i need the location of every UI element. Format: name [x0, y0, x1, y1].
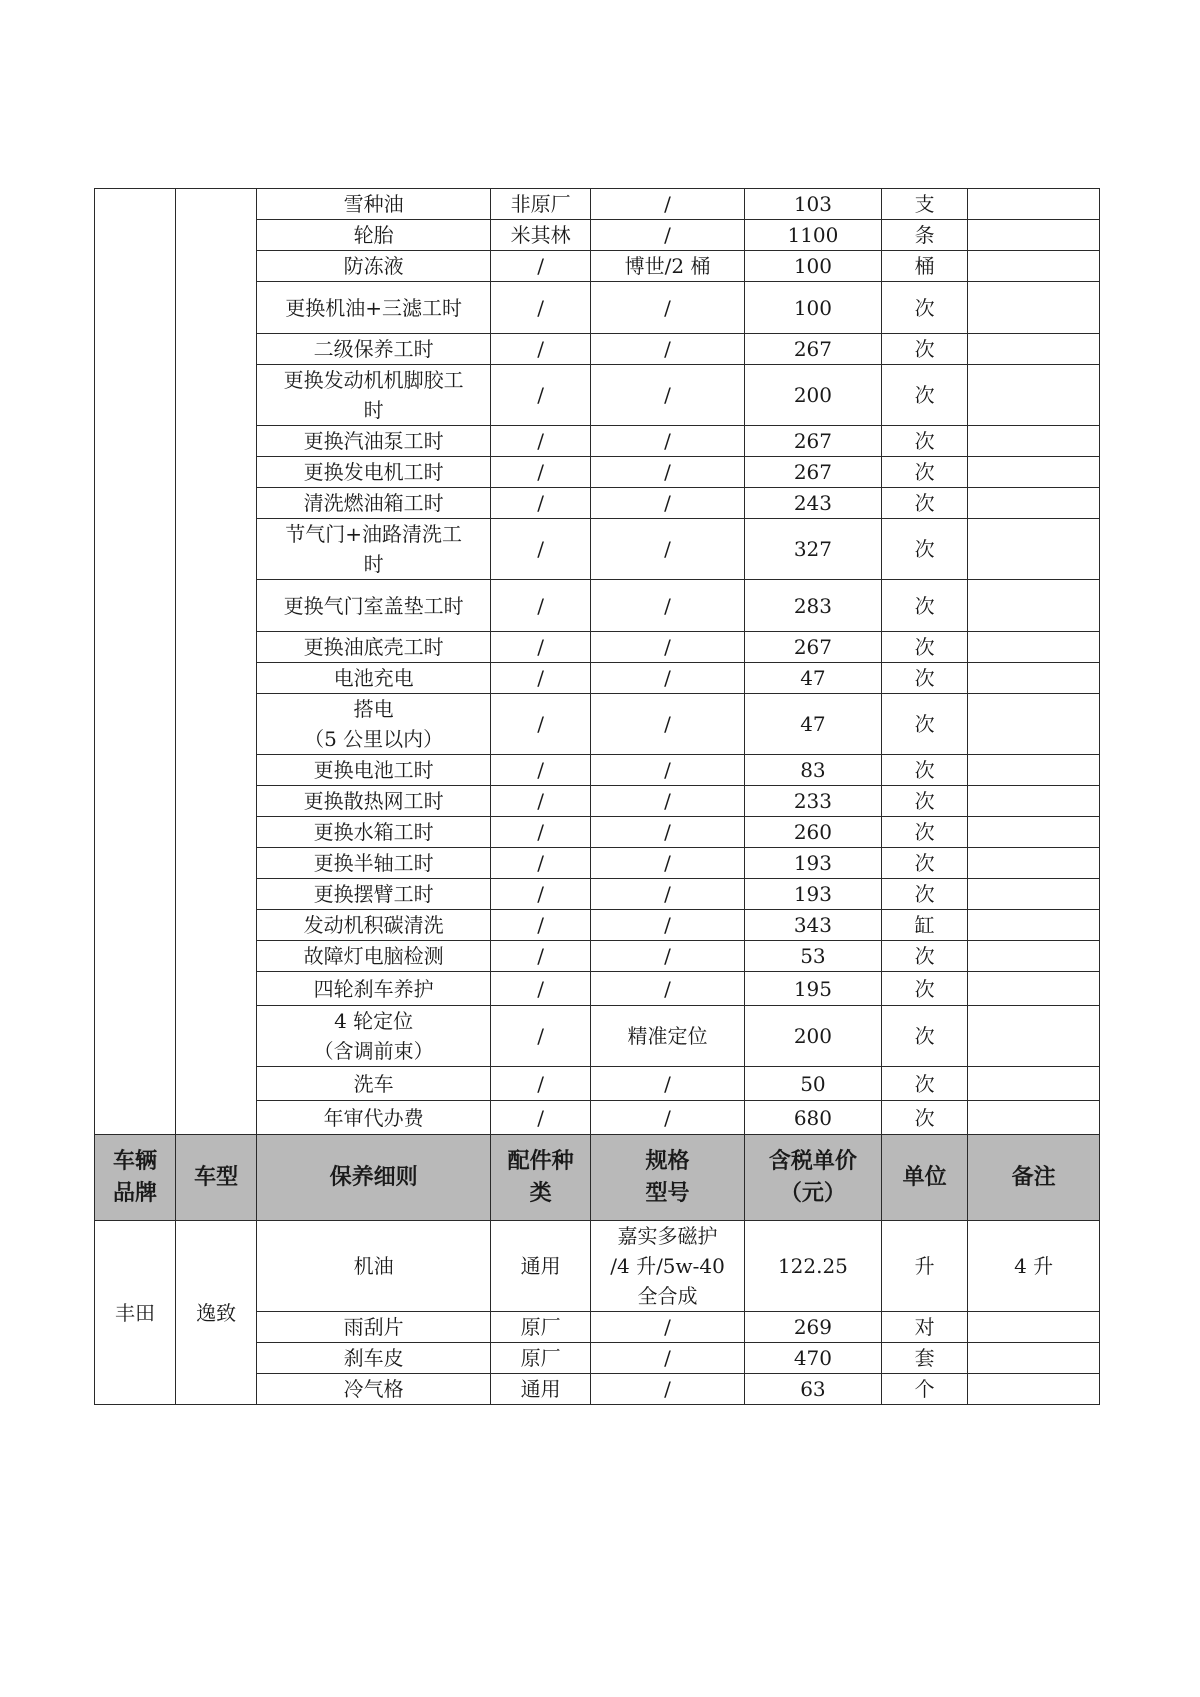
spec-cell: 精准定位 [591, 1006, 745, 1067]
spec-cell: / [591, 632, 745, 663]
part-type-cell: 原厂 [491, 1343, 591, 1374]
detail-cell: 清洗燃油箱工时 [257, 488, 491, 519]
price-cell: 343 [744, 910, 881, 941]
detail-cell: 4 轮定位 （含调前束） [257, 1006, 491, 1067]
remark-cell [968, 910, 1100, 941]
price-cell: 193 [744, 848, 881, 879]
detail-cell: 更换发动机机脚胶工 时 [257, 365, 491, 426]
model-cell: 逸致 [176, 1221, 257, 1405]
price-cell: 680 [744, 1101, 881, 1135]
unit-cell: 次 [881, 1067, 967, 1101]
part-type-cell: / [491, 663, 591, 694]
unit-cell: 次 [881, 1101, 967, 1135]
unit-cell: 支 [881, 189, 967, 220]
unit-cell: 次 [881, 879, 967, 910]
model-cell-continued [176, 189, 257, 1135]
part-type-cell: / [491, 519, 591, 580]
unit-cell: 次 [881, 941, 967, 972]
price-cell: 195 [744, 972, 881, 1006]
unit-cell: 条 [881, 220, 967, 251]
detail-cell: 更换电池工时 [257, 755, 491, 786]
remark-cell [968, 1101, 1100, 1135]
remark-cell [968, 972, 1100, 1006]
part-type-cell: / [491, 334, 591, 365]
price-cell: 100 [744, 282, 881, 334]
spec-cell: / [591, 941, 745, 972]
price-cell: 103 [744, 189, 881, 220]
header-price: 含税单价 （元） [744, 1135, 881, 1221]
unit-cell: 次 [881, 663, 967, 694]
price-cell: 100 [744, 251, 881, 282]
table-body [95, 189, 1100, 1405]
unit-cell: 次 [881, 1006, 967, 1067]
unit-cell: 缸 [881, 910, 967, 941]
remark-cell [968, 663, 1100, 694]
part-type-cell: / [491, 251, 591, 282]
spec-cell: / [591, 457, 745, 488]
detail-cell: 冷气格 [257, 1374, 491, 1405]
spec-cell: / [591, 282, 745, 334]
spec-cell: / [591, 1101, 745, 1135]
brand-cell-continued [95, 189, 176, 1135]
part-type-cell: 通用 [491, 1221, 591, 1312]
detail-cell: 发动机积碳清洗 [257, 910, 491, 941]
detail-cell: 雨刮片 [257, 1312, 491, 1343]
part-type-cell: / [491, 941, 591, 972]
spec-cell: / [591, 786, 745, 817]
header-spec: 规格 型号 [591, 1135, 745, 1221]
price-cell: 233 [744, 786, 881, 817]
spec-cell: / [591, 879, 745, 910]
header-row [95, 1135, 1100, 1221]
spec-cell: 嘉实多磁护 /4 升/5w-40 全合成 [591, 1221, 745, 1312]
detail-cell: 电池充电 [257, 663, 491, 694]
remark-cell [968, 1312, 1100, 1343]
detail-cell: 更换散热网工时 [257, 786, 491, 817]
price-cell: 200 [744, 365, 881, 426]
unit-cell: 次 [881, 426, 967, 457]
spec-cell: / [591, 755, 745, 786]
part-type-cell: / [491, 817, 591, 848]
detail-cell: 刹车皮 [257, 1343, 491, 1374]
unit-cell: 次 [881, 519, 967, 580]
spec-cell: / [591, 972, 745, 1006]
part-type-cell: / [491, 426, 591, 457]
header-unit: 单位 [881, 1135, 967, 1221]
unit-cell: 次 [881, 580, 967, 632]
part-type-cell: / [491, 848, 591, 879]
header-part-type: 配件种 类 [491, 1135, 591, 1221]
part-type-cell: / [491, 755, 591, 786]
price-cell: 63 [744, 1374, 881, 1405]
unit-cell: 次 [881, 365, 967, 426]
price-cell: 470 [744, 1343, 881, 1374]
price-cell: 53 [744, 941, 881, 972]
remark-cell [968, 941, 1100, 972]
unit-cell: 次 [881, 786, 967, 817]
price-cell: 47 [744, 663, 881, 694]
remark-cell [968, 755, 1100, 786]
detail-cell: 更换机油+三滤工时 [257, 282, 491, 334]
price-cell: 200 [744, 1006, 881, 1067]
unit-cell: 次 [881, 972, 967, 1006]
spec-cell: / [591, 1343, 745, 1374]
remark-cell [968, 879, 1100, 910]
unit-cell: 次 [881, 848, 967, 879]
remark-cell [968, 365, 1100, 426]
part-type-cell: / [491, 488, 591, 519]
spec-cell: / [591, 1374, 745, 1405]
unit-cell: 次 [881, 817, 967, 848]
detail-cell: 雪种油 [257, 189, 491, 220]
part-type-cell: / [491, 282, 591, 334]
spec-cell: / [591, 1067, 745, 1101]
detail-cell: 二级保养工时 [257, 334, 491, 365]
part-type-cell: / [491, 1006, 591, 1067]
remark-cell [968, 786, 1100, 817]
spec-cell: / [591, 426, 745, 457]
unit-cell: 次 [881, 282, 967, 334]
price-cell: 267 [744, 426, 881, 457]
price-cell: 83 [744, 755, 881, 786]
part-type-cell: / [491, 457, 591, 488]
maintenance-price-table [94, 188, 1100, 1405]
remark-cell [968, 817, 1100, 848]
price-cell: 267 [744, 457, 881, 488]
unit-cell: 次 [881, 488, 967, 519]
detail-cell: 更换半轴工时 [257, 848, 491, 879]
remark-cell [968, 580, 1100, 632]
price-cell: 122.25 [744, 1221, 881, 1312]
unit-cell: 次 [881, 334, 967, 365]
unit-cell: 升 [881, 1221, 967, 1312]
remark-cell [968, 457, 1100, 488]
unit-cell: 套 [881, 1343, 967, 1374]
spec-cell: / [591, 220, 745, 251]
part-type-cell: 通用 [491, 1374, 591, 1405]
detail-cell: 更换摆臂工时 [257, 879, 491, 910]
price-cell: 267 [744, 632, 881, 663]
spec-cell: / [591, 848, 745, 879]
part-type-cell: 非原厂 [491, 189, 591, 220]
part-type-cell: / [491, 972, 591, 1006]
remark-cell [968, 220, 1100, 251]
remark-cell [968, 1343, 1100, 1374]
detail-cell: 故障灯电脑检测 [257, 941, 491, 972]
remark-cell: 4 升 [968, 1221, 1100, 1312]
part-type-cell: / [491, 365, 591, 426]
detail-cell: 更换水箱工时 [257, 817, 491, 848]
remark-cell [968, 848, 1100, 879]
unit-cell: 次 [881, 694, 967, 755]
spec-cell: / [591, 910, 745, 941]
price-cell: 267 [744, 334, 881, 365]
price-cell: 50 [744, 1067, 881, 1101]
part-type-cell: / [491, 879, 591, 910]
unit-cell: 个 [881, 1374, 967, 1405]
header-remark: 备注 [968, 1135, 1100, 1221]
remark-cell [968, 488, 1100, 519]
spec-cell: / [591, 334, 745, 365]
remark-cell [968, 1006, 1100, 1067]
detail-cell: 更换汽油泵工时 [257, 426, 491, 457]
unit-cell: 对 [881, 1312, 967, 1343]
spec-cell: / [591, 580, 745, 632]
price-cell: 1100 [744, 220, 881, 251]
detail-cell: 四轮刹车养护 [257, 972, 491, 1006]
part-type-cell: / [491, 1067, 591, 1101]
spec-cell: 博世/2 桶 [591, 251, 745, 282]
price-cell: 47 [744, 694, 881, 755]
remark-cell [968, 426, 1100, 457]
header-detail: 保养细则 [257, 1135, 491, 1221]
remark-cell [968, 694, 1100, 755]
spec-cell: / [591, 488, 745, 519]
price-cell: 260 [744, 817, 881, 848]
detail-cell: 节气门+油路清洗工 时 [257, 519, 491, 580]
unit-cell: 次 [881, 457, 967, 488]
spec-cell: / [591, 189, 745, 220]
detail-cell: 机油 [257, 1221, 491, 1312]
detail-cell: 更换发电机工时 [257, 457, 491, 488]
price-cell: 243 [744, 488, 881, 519]
spec-cell: / [591, 817, 745, 848]
remark-cell [968, 251, 1100, 282]
part-type-cell: / [491, 1101, 591, 1135]
remark-cell [968, 1374, 1100, 1405]
part-type-cell: 原厂 [491, 1312, 591, 1343]
part-type-cell: / [491, 786, 591, 817]
detail-cell: 防冻液 [257, 251, 491, 282]
detail-cell: 更换油底壳工时 [257, 632, 491, 663]
unit-cell: 桶 [881, 251, 967, 282]
detail-cell: 轮胎 [257, 220, 491, 251]
remark-cell [968, 519, 1100, 580]
unit-cell: 次 [881, 632, 967, 663]
remark-cell [968, 1067, 1100, 1101]
spec-cell: / [591, 365, 745, 426]
part-type-cell: 米其林 [491, 220, 591, 251]
price-cell: 327 [744, 519, 881, 580]
part-type-cell: / [491, 694, 591, 755]
remark-cell [968, 632, 1100, 663]
price-cell: 193 [744, 879, 881, 910]
spec-cell: / [591, 1312, 745, 1343]
spec-cell: / [591, 519, 745, 580]
detail-cell: 搭电 （5 公里以内） [257, 694, 491, 755]
price-cell: 269 [744, 1312, 881, 1343]
price-cell: 283 [744, 580, 881, 632]
remark-cell [968, 189, 1100, 220]
detail-cell: 洗车 [257, 1067, 491, 1101]
spec-cell: / [591, 663, 745, 694]
table-row [95, 189, 1100, 220]
header-model: 车型 [176, 1135, 257, 1221]
part-type-cell: / [491, 910, 591, 941]
table-row [95, 1221, 1100, 1312]
unit-cell: 次 [881, 755, 967, 786]
brand-cell: 丰田 [95, 1221, 176, 1405]
spec-cell: / [591, 694, 745, 755]
detail-cell: 更换气门室盖垫工时 [257, 580, 491, 632]
part-type-cell: / [491, 580, 591, 632]
remark-cell [968, 334, 1100, 365]
remark-cell [968, 282, 1100, 334]
detail-cell: 年审代办费 [257, 1101, 491, 1135]
part-type-cell: / [491, 632, 591, 663]
header-brand: 车辆 品牌 [95, 1135, 176, 1221]
